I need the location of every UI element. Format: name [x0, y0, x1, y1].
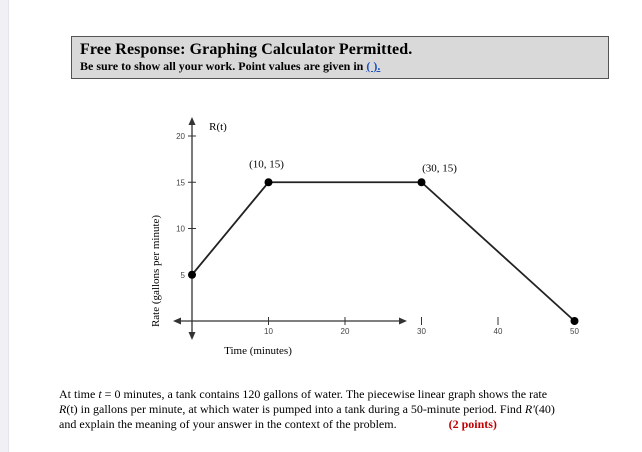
- data-point: [188, 271, 196, 279]
- problem-text: = 0 minutes, a tank contains 120 gallons of water. The piecewise linear graph shows the rate: [101, 387, 548, 401]
- graph-series: [192, 182, 575, 321]
- y-axis-label: Rate (gallons per minute): [150, 214, 162, 328]
- problem-statement: [59, 387, 599, 432]
- variable-t: t: [98, 387, 102, 401]
- chart-title: R(t): [209, 121, 227, 133]
- x-tick-label: 30: [417, 327, 426, 336]
- y-tick-label: 10: [176, 224, 185, 234]
- function-r: R: [59, 402, 67, 416]
- y-tick-label: 15: [176, 178, 185, 188]
- problem-line-1: [59, 387, 599, 402]
- y-tick-label: 20: [176, 132, 185, 141]
- x-tick-label: 50: [570, 327, 579, 336]
- points-value: (2 points): [448, 417, 497, 431]
- problem-line-2: [59, 402, 599, 417]
- section-title: Free Response: Graphing Calculator Permitted.: [80, 41, 413, 58]
- instructions-main: Be sure to show all your work. Point values are given in: [80, 59, 364, 73]
- y-axis-arrow-up: [189, 117, 196, 125]
- point-annotation: (10, 15): [249, 158, 284, 171]
- y-tick-label: 5: [180, 270, 185, 280]
- series-line-r: [192, 182, 575, 321]
- graph-ticks: [176, 132, 642, 336]
- point-annotation: (30, 15): [422, 162, 457, 175]
- x-tick-label: 20: [340, 327, 350, 336]
- problem-text: At time: [59, 387, 99, 401]
- data-point: [418, 178, 426, 186]
- x-tick-label: 10: [264, 327, 273, 336]
- function-arg: (t): [66, 402, 78, 416]
- graph-points: [188, 178, 579, 325]
- point-values-marker: ( ).: [366, 59, 381, 73]
- x-tick-label: 40: [493, 327, 503, 336]
- problem-text: and explain the meaning of your answer in the context of the problem.: [59, 417, 397, 431]
- x-axis-label: Time (minutes): [224, 345, 292, 357]
- derivative-r: R′: [524, 402, 535, 416]
- graph-axes: [173, 117, 407, 340]
- derivative-arg: (40): [534, 402, 555, 416]
- data-point: [571, 317, 579, 325]
- y-axis-arrow-down: [189, 332, 196, 340]
- problem-line-3: [59, 417, 599, 432]
- x-axis-arrow-left: [173, 318, 181, 325]
- x-axis-arrow-right: [399, 318, 407, 325]
- data-point: [265, 178, 273, 186]
- problem-text: in gallons per minute, at which water is pumped into a tank during a 50-minute period. Find: [77, 402, 525, 416]
